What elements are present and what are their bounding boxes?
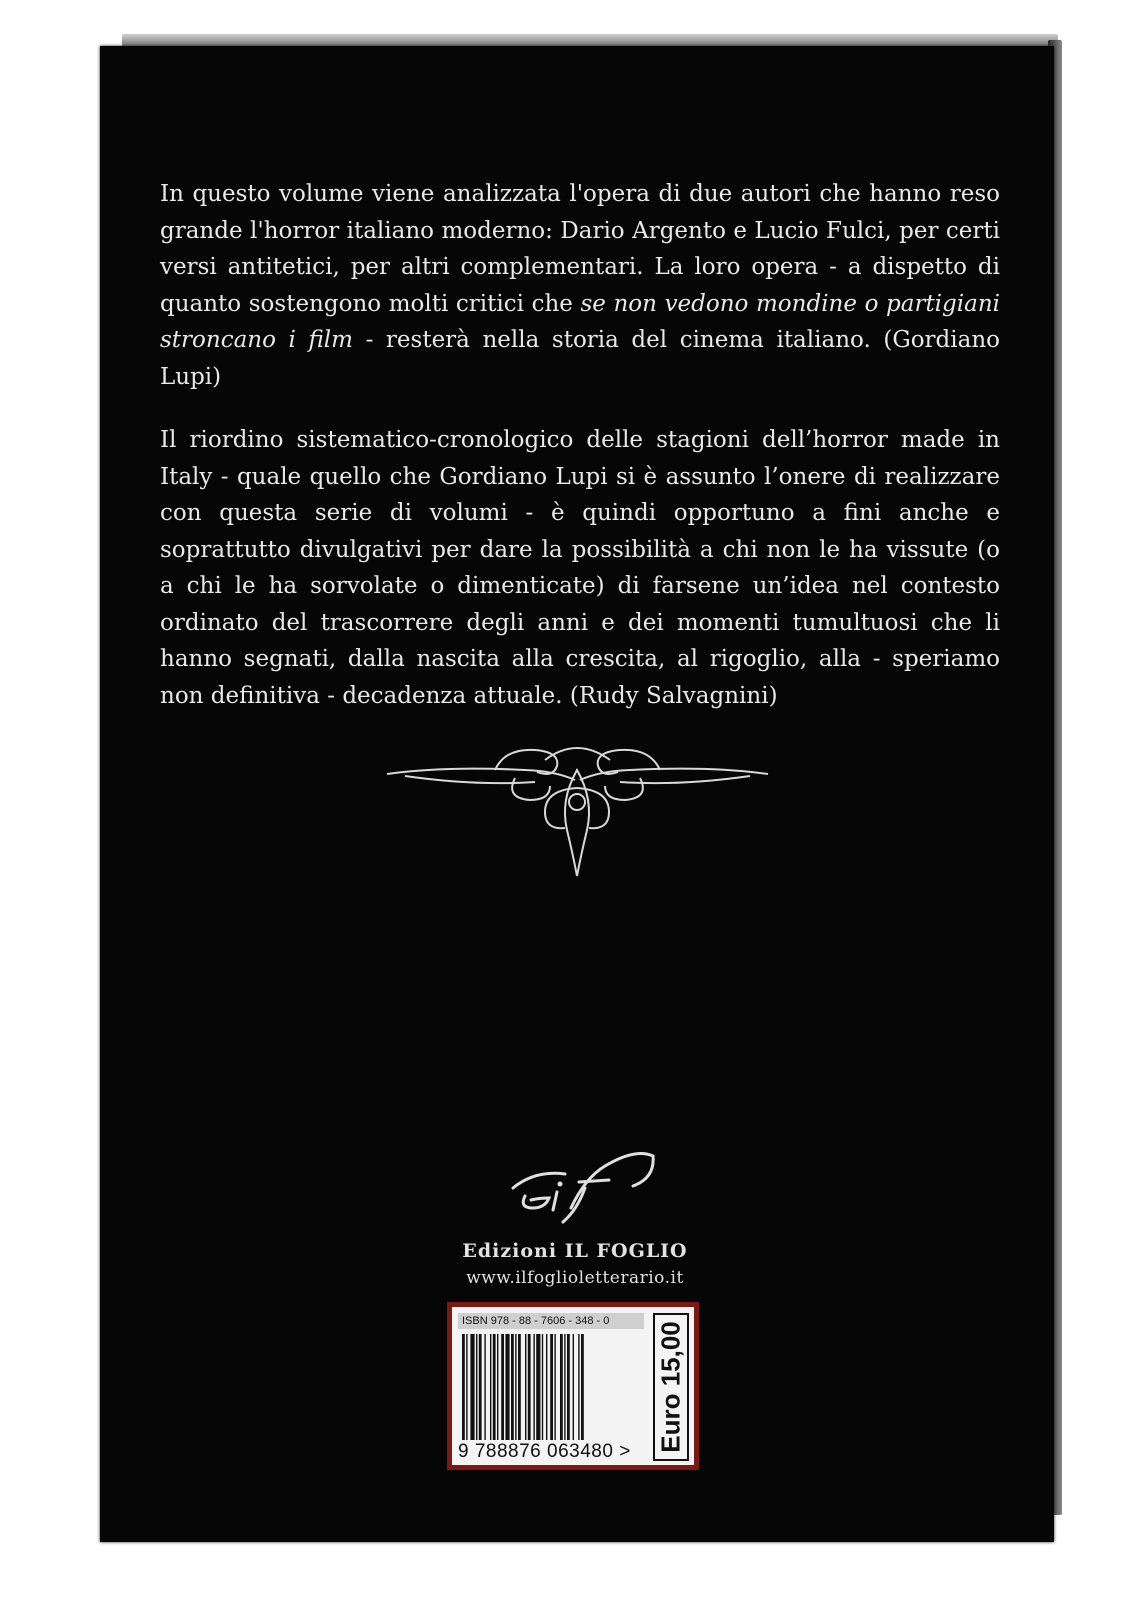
barcode-digits: 9 788876 063480 > <box>458 1441 631 1462</box>
barcode-label <box>447 1302 699 1470</box>
synopsis-text-start: In questo volume viene analizzata l'opera di due autori che hanno reso grande l'horror italiano moderno: Dario Argento e Lucio Fulci, per certi versi antitetici, per altri complementari. La loro opera - a dispetto di quanto sostengono molti critici che <box>160 181 1000 317</box>
price-tag <box>653 1313 689 1461</box>
flourish-ornament-icon <box>385 740 770 880</box>
barcode-sticker <box>452 1307 694 1465</box>
synopsis-paragraph-1 <box>160 176 1000 395</box>
barcode-bars-icon <box>462 1334 642 1440</box>
publisher-logo-icon <box>505 1148 665 1226</box>
isbn-text: ISBN 978 - 88 - 7606 - 348 - 0 <box>458 1313 644 1329</box>
publisher-name: Edizioni IL FOGLIO <box>462 1240 688 1262</box>
publisher-url: www.ilfoglioletterario.it <box>466 1268 684 1288</box>
price-text: Euro 15,00 <box>655 1321 686 1453</box>
synopsis-paragraph-2: Il riordino sistematico-cronologico delle stagioni dell’horror made in Italy - quale quello che Gordiano Lupi si è assunto l’onere di realizzare con questa serie di volumi - è quindi opportuno a fini anche e soprattutto divulgativi per dare la possibilità a chi non le ha vissute (o a chi le ha sorvolate o dimenticate) di farsene un’idea nel contesto ordinato del trascorrere degli anni e dei momenti tumultuosi che li hanno segnati, dalla nascita alla crescita, al rigoglio, alla - speriamo non definitiva - decadenza attuale. (Rudy Salvagnini) <box>160 427 1000 709</box>
synopsis-text-end: - resterà nella storia del cinema italiano. (Gordiano Lupi) <box>160 327 1000 390</box>
synopsis-italic-quote: se non vedono mondine o partigiani stroncano i film <box>160 290 1001 353</box>
